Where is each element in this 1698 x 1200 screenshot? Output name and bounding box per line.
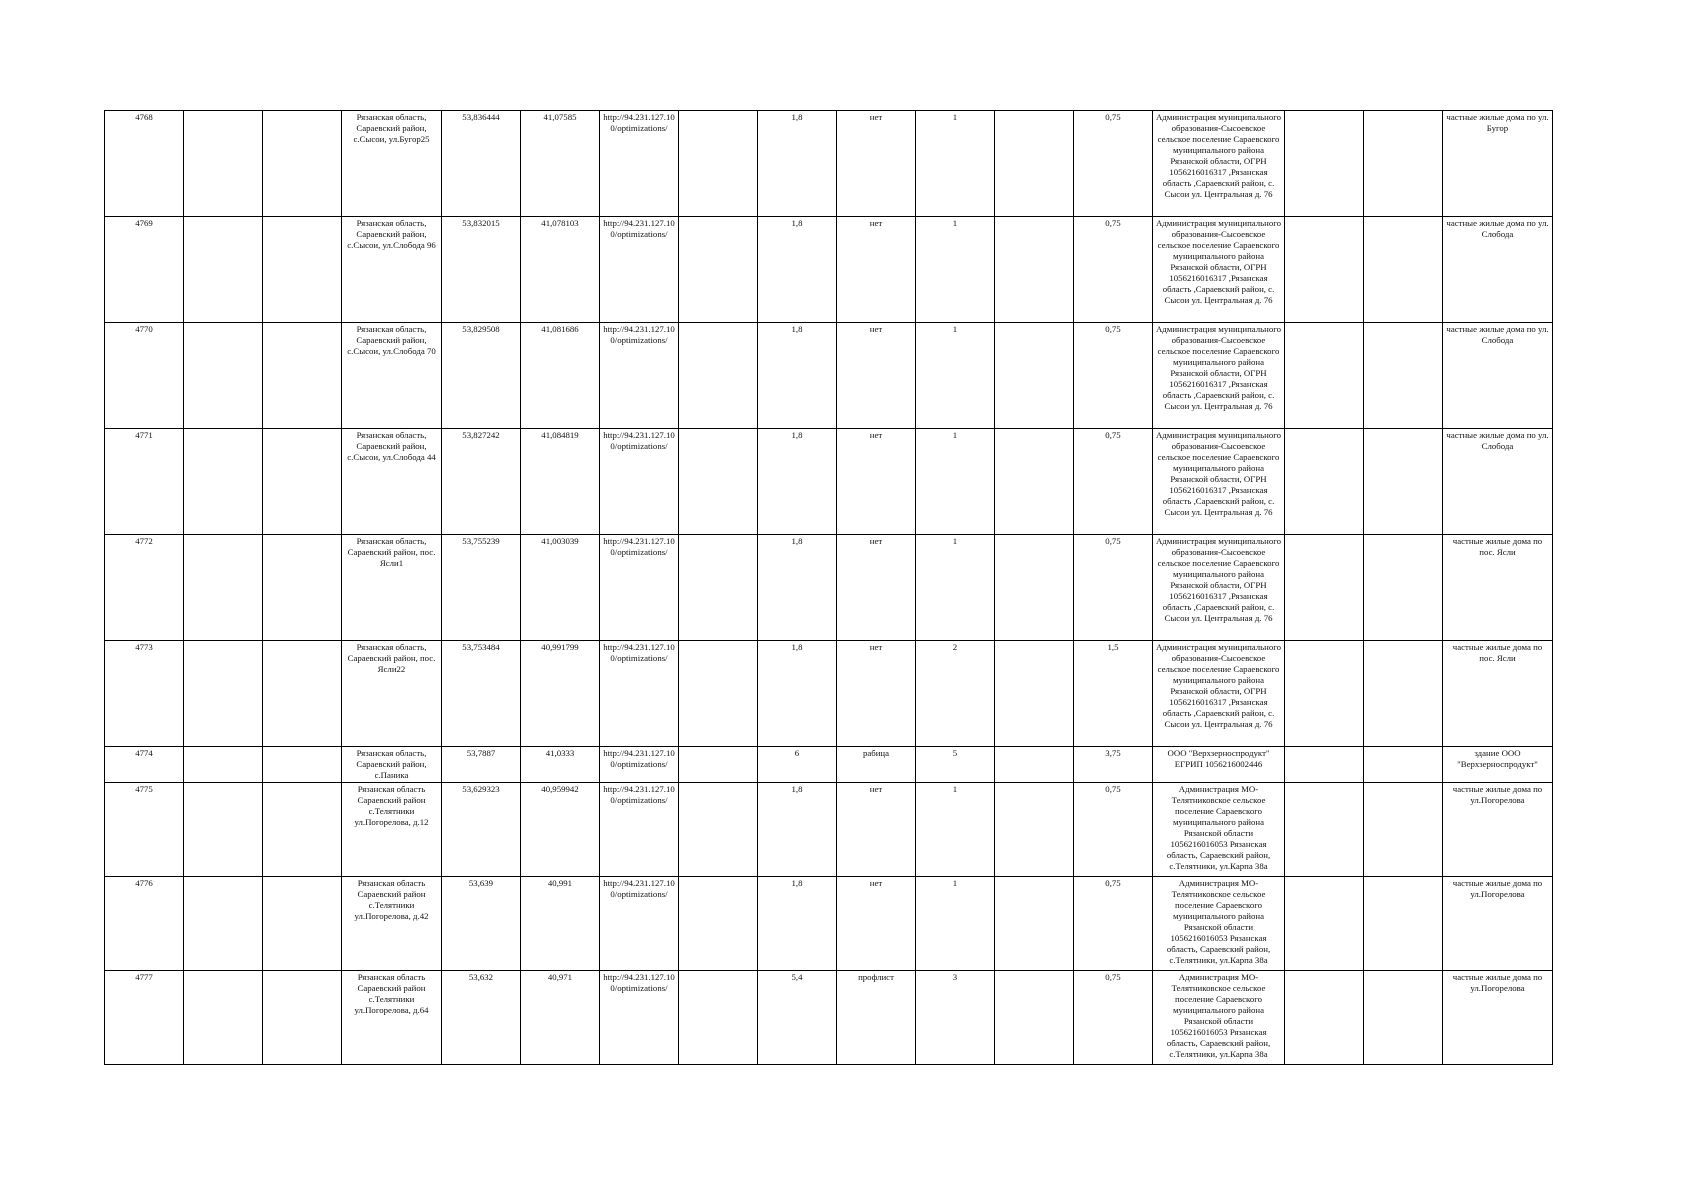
cell-empty (995, 535, 1074, 641)
cell-empty (184, 535, 263, 641)
cell-empty (1285, 111, 1364, 217)
table-row (105, 971, 1553, 1065)
cell-address: Рязанская область, Сараевский район, с.Сысои, ул.Бугор25 (342, 111, 442, 217)
cell-empty (679, 877, 758, 971)
cell-longitude: 40,991799 (521, 641, 600, 747)
table-row (105, 217, 1553, 323)
cell-count: 1 (916, 783, 995, 877)
cell-source: частные жилые дома по ул. Слобода (1443, 323, 1553, 429)
cell-longitude: 41,084819 (521, 429, 600, 535)
cell-longitude: 41,003039 (521, 535, 600, 641)
cell-address: Рязанская область Сараевский район с.Телятники ул.Погорелова, д.42 (342, 877, 442, 971)
cell-count: 3 (916, 971, 995, 1065)
cell-volume: 0,75 (1074, 783, 1153, 877)
cell-empty (679, 111, 758, 217)
cell-cover: нет (837, 217, 916, 323)
cell-area: 1,8 (758, 641, 837, 747)
cell-source: частные жилые дома по пос. Ясли (1443, 641, 1553, 747)
cell-number: 4775 (105, 783, 184, 877)
cell-empty (1364, 877, 1443, 971)
cell-longitude: 41,0333 (521, 747, 600, 783)
cell-cover: профлист (837, 971, 916, 1065)
cell-owner: Администрация муниципального образования-Сысоевское сельское поселение Сараевского муниципального района Рязанской области, ОГРН 1056216016317 ,Рязанская область ,Сараевский район, с. Сысои ул. Центральная д. 76 (1153, 535, 1285, 641)
cell-empty (995, 971, 1074, 1065)
cell-cover: нет (837, 783, 916, 877)
cell-address: Рязанская область Сараевский район с.Телятники ул.Погорелова, д.64 (342, 971, 442, 1065)
cell-longitude: 40,991 (521, 877, 600, 971)
cell-empty (184, 429, 263, 535)
cell-empty (263, 971, 342, 1065)
cell-owner: Администрация муниципального образования-Сысоевское сельское поселение Сараевского муниципального района Рязанской области, ОГРН 1056216016317 ,Рязанская область ,Сараевский район, с. Сысои ул. Центральная д. 76 (1153, 111, 1285, 217)
cell-empty (1364, 429, 1443, 535)
cell-empty (1285, 217, 1364, 323)
cell-area: 5,4 (758, 971, 837, 1065)
cell-count: 1 (916, 323, 995, 429)
cell-latitude: 53,755239 (442, 535, 521, 641)
cell-empty (1364, 783, 1443, 877)
cell-number: 4772 (105, 535, 184, 641)
cell-cover: нет (837, 111, 916, 217)
cell-source: частные жилые дома по пос. Ясли (1443, 535, 1553, 641)
cell-area: 1,8 (758, 535, 837, 641)
cell-empty (184, 641, 263, 747)
cell-empty (995, 429, 1074, 535)
cell-volume: 0,75 (1074, 877, 1153, 971)
cell-empty (1285, 641, 1364, 747)
table-row (105, 641, 1553, 747)
cell-latitude: 53,753484 (442, 641, 521, 747)
cell-cover: нет (837, 323, 916, 429)
cell-owner: Администрация муниципального образования-Сысоевское сельское поселение Сараевского муниципального района Рязанской области, ОГРН 1056216016317 ,Рязанская область ,Сараевский район, с. Сысои ул. Центральная д. 76 (1153, 323, 1285, 429)
cell-area: 1,8 (758, 877, 837, 971)
cell-number: 4769 (105, 217, 184, 323)
cell-empty (995, 323, 1074, 429)
cell-source: частные жилые дома по ул.Погорелова (1443, 783, 1553, 877)
cell-empty (1364, 217, 1443, 323)
cell-address: Рязанская область, Сараевский район, с.Сысои, ул.Слобода 44 (342, 429, 442, 535)
cell-cover: рабица (837, 747, 916, 783)
cell-count: 1 (916, 217, 995, 323)
table-row (105, 429, 1553, 535)
cell-area: 1,8 (758, 217, 837, 323)
cell-empty (995, 747, 1074, 783)
cell-latitude: 53,7887 (442, 747, 521, 783)
cell-empty (184, 747, 263, 783)
cell-empty (1285, 783, 1364, 877)
cell-owner: Администрация МО-Телятниковское сельское поселение Сараевского муниципального района Рязанской области 1056216016053 Рязанская область, Сараевский район, с.Телятники, ул.Карпа 38а (1153, 783, 1285, 877)
cell-empty (184, 111, 263, 217)
table-row (105, 783, 1553, 877)
cell-link[interactable]: http://94.231.127.100/optimizations/ (600, 111, 679, 217)
cell-empty (263, 747, 342, 783)
cell-empty (995, 877, 1074, 971)
cell-latitude: 53,639 (442, 877, 521, 971)
cell-count: 1 (916, 111, 995, 217)
cell-empty (679, 747, 758, 783)
cell-empty (263, 641, 342, 747)
cell-link[interactable]: http://94.231.127.100/optimizations/ (600, 323, 679, 429)
cell-empty (679, 971, 758, 1065)
cell-latitude: 53,632 (442, 971, 521, 1065)
cell-area: 1,8 (758, 323, 837, 429)
cell-link[interactable]: http://94.231.127.100/optimizations/ (600, 641, 679, 747)
cell-link[interactable]: http://94.231.127.100/optimizations/ (600, 971, 679, 1065)
cell-empty (679, 217, 758, 323)
cell-empty (263, 783, 342, 877)
table-row (105, 877, 1553, 971)
cell-cover: нет (837, 429, 916, 535)
cell-cover: нет (837, 877, 916, 971)
cell-empty (995, 111, 1074, 217)
cell-address: Рязанская область, Сараевский район, пос. Ясли22 (342, 641, 442, 747)
cell-cover: нет (837, 641, 916, 747)
cell-empty (263, 217, 342, 323)
cell-link[interactable]: http://94.231.127.100/optimizations/ (600, 877, 679, 971)
cell-empty (679, 323, 758, 429)
cell-source: частные жилые дома по ул. Бугор (1443, 111, 1553, 217)
cell-empty (263, 111, 342, 217)
cell-count: 5 (916, 747, 995, 783)
cell-empty (184, 217, 263, 323)
cell-owner: Администрация МО-Телятниковское сельское поселение Сараевского муниципального района Рязанской области 1056216016053 Рязанская область, Сараевский район, с.Телятники, ул.Карпа 38а (1153, 971, 1285, 1065)
cell-empty (1285, 429, 1364, 535)
cell-latitude: 53,836444 (442, 111, 521, 217)
cell-empty (184, 877, 263, 971)
cell-source: здание ООО "Верхзерноспродукт" (1443, 747, 1553, 783)
cell-latitude: 53,832015 (442, 217, 521, 323)
cell-empty (995, 217, 1074, 323)
cell-count: 1 (916, 429, 995, 535)
cell-empty (184, 971, 263, 1065)
cell-count: 1 (916, 535, 995, 641)
cell-owner: Администрация муниципального образования-Сысоевское сельское поселение Сараевского муниципального района Рязанской области, ОГРН 1056216016317 ,Рязанская область ,Сараевский район, с. Сысои ул. Центральная д. 76 (1153, 641, 1285, 747)
cell-owner: ООО "Верхзерноспродукт" ЕГРИП 1056216002446 (1153, 747, 1285, 783)
cell-address: Рязанская область, Сараевский район, с.Сысои, ул.Слобода 70 (342, 323, 442, 429)
cell-volume: 3,75 (1074, 747, 1153, 783)
cell-empty (1285, 535, 1364, 641)
cell-volume: 0,75 (1074, 217, 1153, 323)
cell-source: частные жилые дома по ул. Слобода (1443, 429, 1553, 535)
cell-empty (263, 323, 342, 429)
cell-number: 4770 (105, 323, 184, 429)
cell-empty (1364, 535, 1443, 641)
cell-longitude: 41,078103 (521, 217, 600, 323)
cell-owner: Администрация МО-Телятниковское сельское поселение Сараевского муниципального района Рязанской области 1056216016053 Рязанская область, Сараевский район, с.Телятники, ул.Карпа 38а (1153, 877, 1285, 971)
cell-empty (1285, 877, 1364, 971)
cell-longitude: 40,971 (521, 971, 600, 1065)
cell-empty (263, 535, 342, 641)
cell-owner: Администрация муниципального образования-Сысоевское сельское поселение Сараевского муниципального района Рязанской области, ОГРН 1056216016317 ,Рязанская область ,Сараевский район, с. Сысои ул. Центральная д. 76 (1153, 217, 1285, 323)
cell-link[interactable]: http://94.231.127.100/optimizations/ (600, 783, 679, 877)
cell-area: 1,8 (758, 111, 837, 217)
cell-link[interactable]: http://94.231.127.100/optimizations/ (600, 747, 679, 783)
cell-empty (184, 323, 263, 429)
table-row (105, 535, 1553, 641)
cell-empty (263, 429, 342, 535)
cell-link[interactable]: http://94.231.127.100/optimizations/ (600, 535, 679, 641)
table-row (105, 323, 1553, 429)
cell-volume: 0,75 (1074, 323, 1153, 429)
cell-address: Рязанская область, Сараевский район, пос. Ясли1 (342, 535, 442, 641)
cell-empty (1285, 323, 1364, 429)
cell-area: 6 (758, 747, 837, 783)
cell-empty (263, 877, 342, 971)
cell-link[interactable]: http://94.231.127.100/optimizations/ (600, 429, 679, 535)
cell-link[interactable]: http://94.231.127.100/optimizations/ (600, 217, 679, 323)
cell-longitude: 41,081686 (521, 323, 600, 429)
cell-empty (679, 429, 758, 535)
cell-source: частные жилые дома по ул. Слобода (1443, 217, 1553, 323)
cell-number: 4768 (105, 111, 184, 217)
cell-empty (1364, 971, 1443, 1065)
table-row (105, 111, 1553, 217)
cell-latitude: 53,829508 (442, 323, 521, 429)
cell-count: 2 (916, 641, 995, 747)
cell-count: 1 (916, 877, 995, 971)
cell-longitude: 41,07585 (521, 111, 600, 217)
cell-source: частные жилые дома по ул.Погорелова (1443, 971, 1553, 1065)
cell-empty (679, 535, 758, 641)
cell-latitude: 53,629323 (442, 783, 521, 877)
cell-latitude: 53,827242 (442, 429, 521, 535)
cell-cover: нет (837, 535, 916, 641)
cell-longitude: 40,959942 (521, 783, 600, 877)
cell-number: 4774 (105, 747, 184, 783)
cell-empty (1364, 323, 1443, 429)
cell-number: 4777 (105, 971, 184, 1065)
cell-number: 4776 (105, 877, 184, 971)
cell-number: 4771 (105, 429, 184, 535)
cell-empty (1285, 747, 1364, 783)
cell-address: Рязанская область, Сараевский район, с.Паника (342, 747, 442, 783)
cell-owner: Администрация муниципального образования-Сысоевское сельское поселение Сараевского муниципального района Рязанской области, ОГРН 1056216016317 ,Рязанская область ,Сараевский район, с. Сысои ул. Центральная д. 76 (1153, 429, 1285, 535)
cell-empty (995, 783, 1074, 877)
cell-address: Рязанская область, Сараевский район, с.Сысои, ул.Слобода 96 (342, 217, 442, 323)
cell-volume: 0,75 (1074, 971, 1153, 1065)
cell-empty (1285, 971, 1364, 1065)
cell-source: частные жилые дома по ул.Погорелова (1443, 877, 1553, 971)
cell-number: 4773 (105, 641, 184, 747)
cell-empty (184, 783, 263, 877)
cell-area: 1,8 (758, 429, 837, 535)
cell-empty (679, 783, 758, 877)
cell-empty (679, 641, 758, 747)
cell-area: 1,8 (758, 783, 837, 877)
cell-volume: 1,5 (1074, 641, 1153, 747)
cell-empty (1364, 641, 1443, 747)
cell-empty (995, 641, 1074, 747)
cell-volume: 0,75 (1074, 429, 1153, 535)
cell-empty (1364, 747, 1443, 783)
registry-table (104, 110, 1553, 1065)
table-row (105, 747, 1553, 783)
cell-volume: 0,75 (1074, 535, 1153, 641)
cell-empty (1364, 111, 1443, 217)
cell-volume: 0,75 (1074, 111, 1153, 217)
cell-address: Рязанская область Сараевский район с.Телятники ул.Погорелова, д.12 (342, 783, 442, 877)
